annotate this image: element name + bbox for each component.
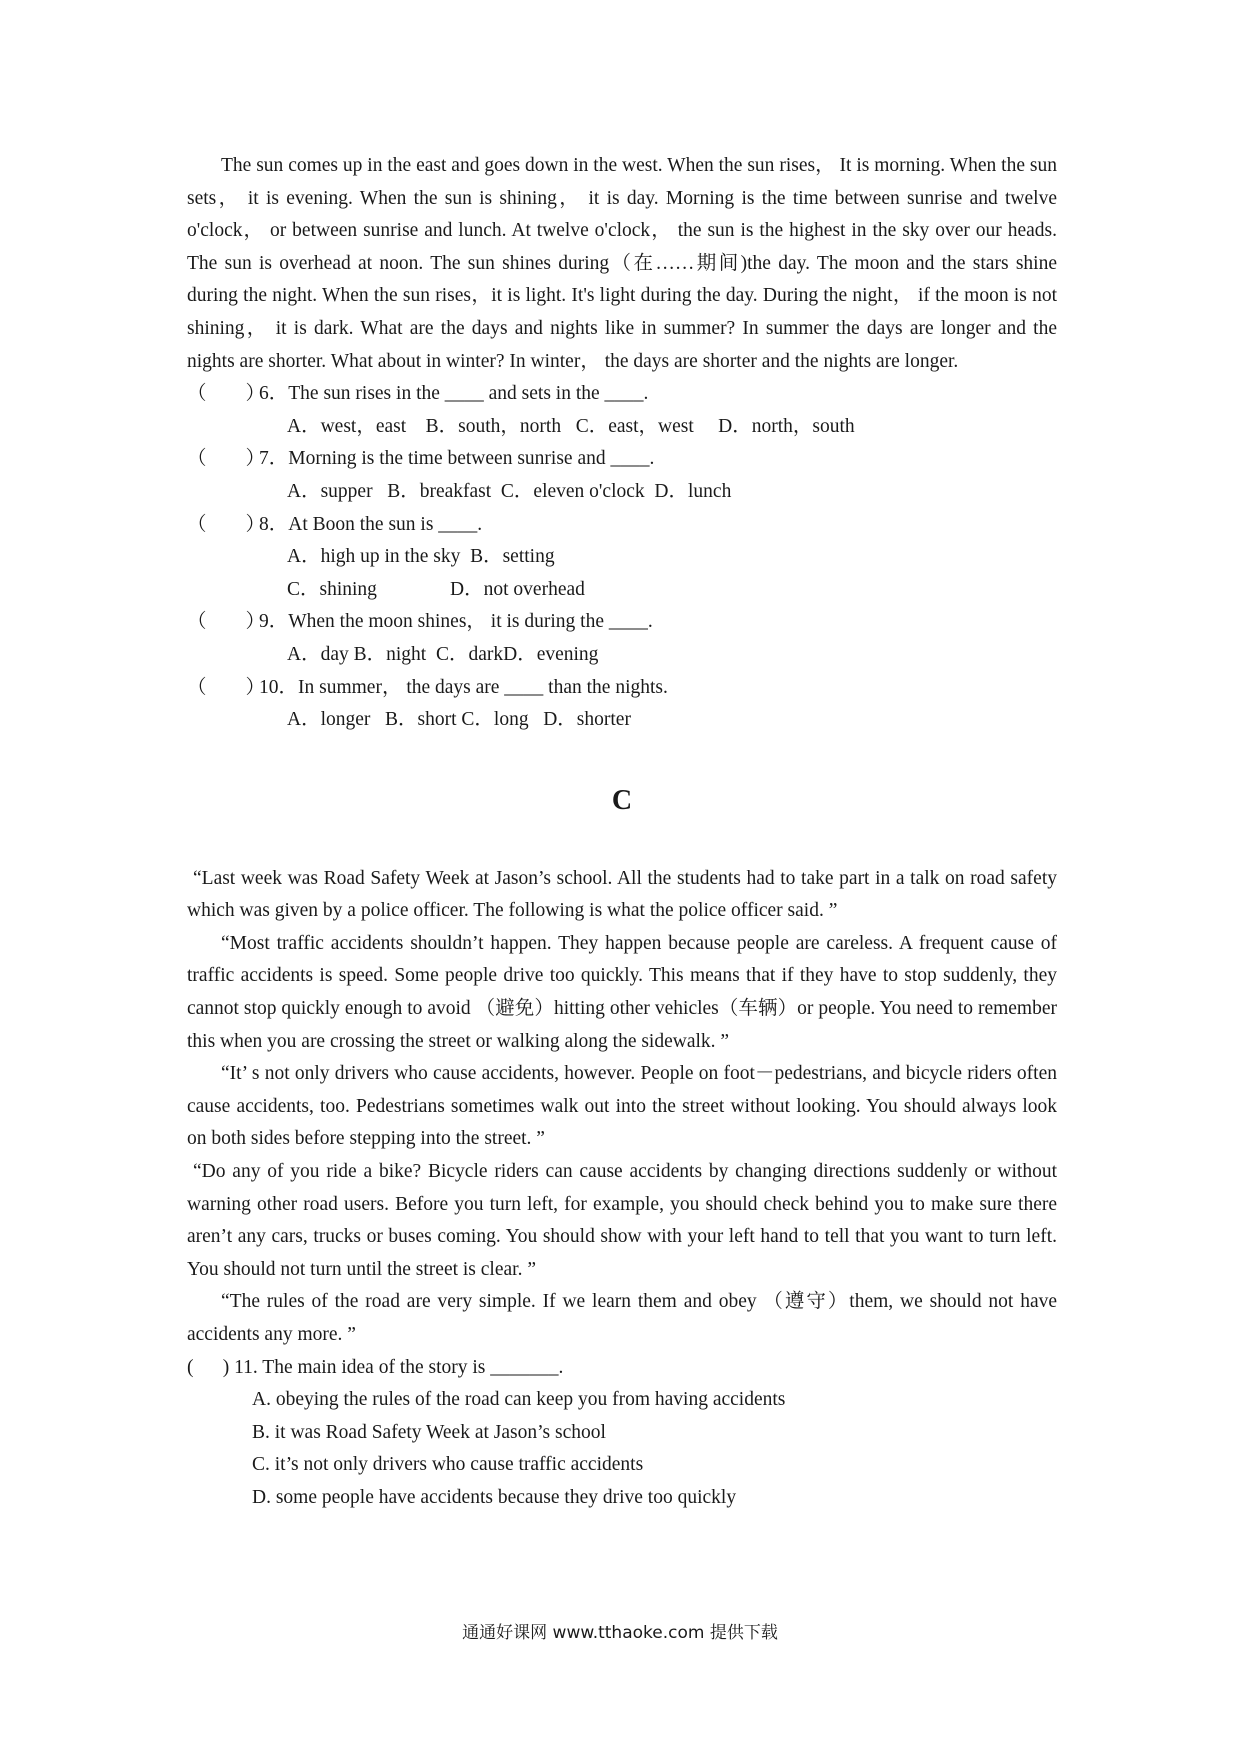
answer-blank[interactable]: （ ） <box>187 383 266 405</box>
passage-c-paragraph: “Last week was Road Safety Week at Jason’s school. All the students had to take part in a talk on road safety which was given by a police officer. The following is what the police officer said. ” <box>187 867 1057 922</box>
question-options: A．supper B．breakfast C．eleven o'clock D．lunch <box>287 480 732 502</box>
document-page <box>187 150 1057 1515</box>
question-stem: 9．When the moon shines， it is during the ____. <box>259 611 653 633</box>
passage-c-paragraph: “The rules of the road are very simple. If we learn them and obey （遵守）them, we should not have accidents any more. ” <box>187 1291 1057 1345</box>
question-8 <box>187 509 1057 607</box>
page-footer: 通通好课网 www.tthaoke.com 提供下载 <box>462 1623 778 1643</box>
answer-blank[interactable]: （ ） <box>187 676 266 698</box>
answer-blank[interactable]: （ ） <box>187 611 266 633</box>
passage-c-paragraph: “Do any of you ride a bike? Bicycle riders can cause accidents by changing directions suddenly or without warning other road users. Before you turn left, for example, you should check behind you to make sure there aren’t any cars, trucks or buses coming. You should show with your left hand to tell that you want to turn left. You should not turn until the street is clear. ” <box>187 1161 1057 1280</box>
option-d: D. some people have accidents because they drive too quickly <box>252 1486 737 1508</box>
question-6 <box>187 378 1057 443</box>
question-options: A．longer B．short C．long D．shorter <box>287 709 631 731</box>
question-11 <box>187 1352 1057 1515</box>
question-stem: 6．The sun rises in the ____ and sets in the ____. <box>259 383 649 405</box>
question-options: C．shining D．not overhead <box>287 578 585 600</box>
question-9 <box>187 606 1057 671</box>
passage-b: The sun comes up in the east and goes down in the west. When the sun rises， It is morning. When the sun sets， it is evening. When the sun is shining， it is day. Morning is the time between sunrise and twelve o'clock， or between sunrise and lunch. At twelve o'clock， the sun is the highest in the sky over our heads. The sun is overhead at noon. The sun shines during（在……期间)the day. The moon and the stars shine during the night. When the sun rises，it is light. It's light during the day. During the night， if the moon is not shining， it is dark. What are the days and nights like in summer? In summer the days are longer and the nights are shorter. What about in winter? In winter， the days are shorter and the nights are longer. <box>187 155 1057 372</box>
question-options: A．day B．night C．darkD．evening <box>287 643 599 665</box>
question-stem: 8．At Boon the sun is ____. <box>259 513 483 535</box>
option-a: A. obeying the rules of the road can keep you from having accidents <box>252 1389 786 1411</box>
question-stem: 10．In summer， the days are ____ than the nights. <box>259 676 668 698</box>
option-b: B. it was Road Safety Week at Jason’s school <box>252 1421 606 1443</box>
question-10 <box>187 672 1057 737</box>
answer-blank[interactable]: （ ） <box>187 448 266 470</box>
passage-c-paragraph: “It’ s not only drivers who cause accidents, however. People on foot－pedestrians, and bicycle riders often cause accidents, too. Pedestrians sometimes walk out into the street without looking. You should always look on both sides before stepping into the street. ” <box>187 1063 1057 1150</box>
passage-c-paragraph: “Most traffic accidents shouldn’t happen. They happen because people are careless. A frequent cause of traffic accidents is speed. Some people drive too quickly. This means that if they have to stop suddenly, they cannot stop quickly enough to avoid （避免）hitting other vehicles（车辆）or people. You need to remember this when you are crossing the street or walking along the sidewalk. ” <box>187 932 1057 1052</box>
section-title: C <box>611 784 633 816</box>
question-7 <box>187 443 1057 508</box>
answer-blank[interactable]: （ ） <box>187 513 266 535</box>
question-options: A．high up in the sky B．setting <box>287 546 555 568</box>
question-options: A．west，east B．south，north C．east，west D．north，south <box>287 415 855 437</box>
question-stem: 7．Morning is the time between sunrise and ____. <box>259 448 655 470</box>
question-stem: ( ) 11. The main idea of the story is _______. <box>187 1356 564 1378</box>
option-c: C. it’s not only drivers who cause traffic accidents <box>252 1454 644 1476</box>
